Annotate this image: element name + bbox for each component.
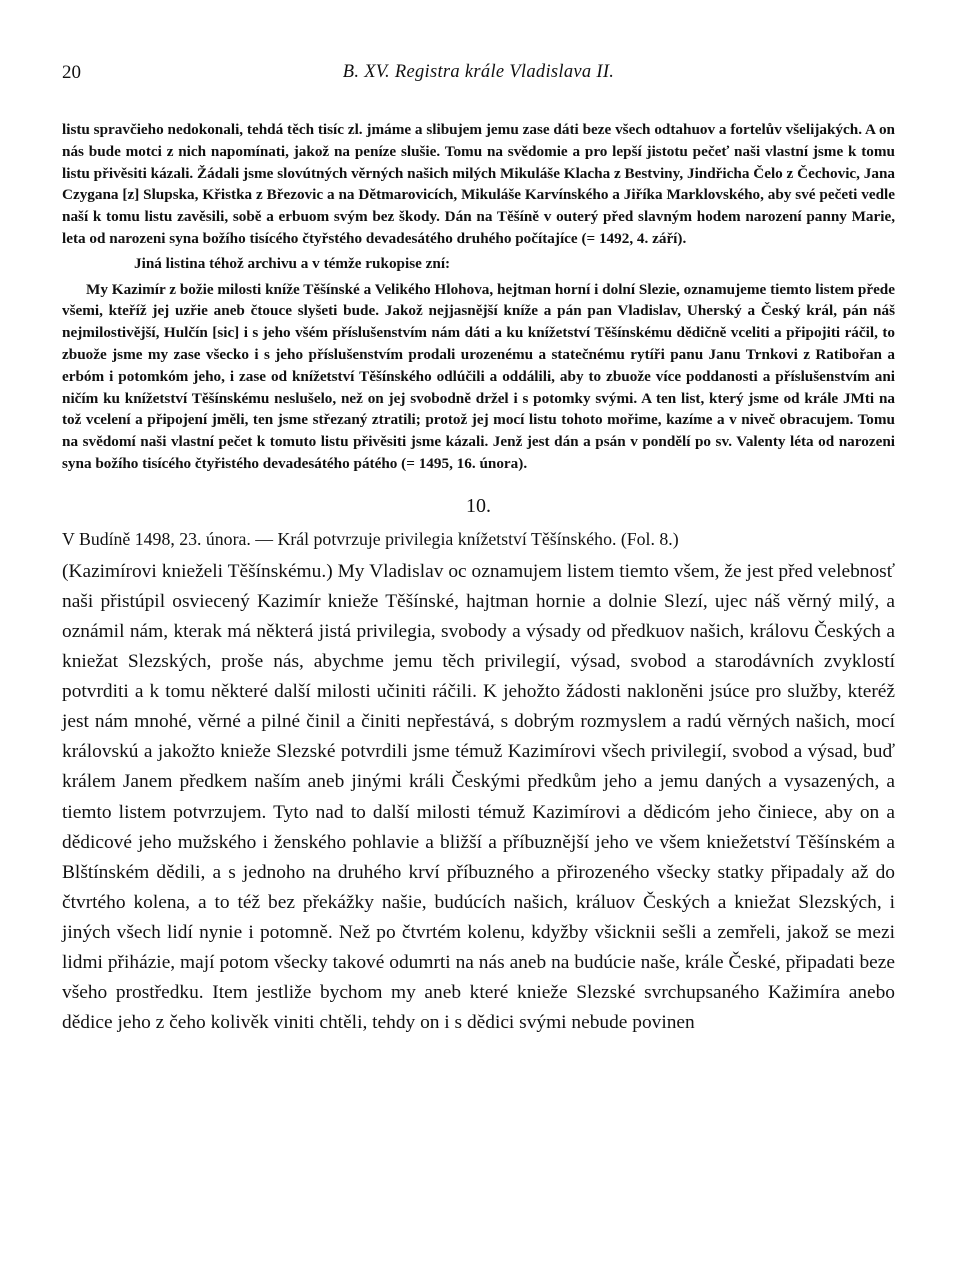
document-number: 10. xyxy=(466,494,491,517)
quoted-charter-text: My Kazimír z božie milosti kníže Těšínské a Velikého Hlohova, hejtman horní i dolní Slezie, oznamujeme tiemto listem přede všemi, kteříž jej uzřie aneb čtouce slyšeti bude. Jakož nejjasnější kníže a pán pan Vladislav, Uherský a Český král, pán náš nejmilostivější, Hulčín [sic] i s jeho všém příslušenstvím nám dáti a ku knížetství Těšínskému dědičně vceliti a připojiti ráčil, to zbuože jsme my zase všecko i s jeho příslušenstvím prodali urozenému a statečnému rytíři panu Janu Trnkovi z Ratibořan a erbóm i potomkóm jeho, i zase od knížetství Těšínského odlúčili a oddálili, aby to zbuože více poddanosti a příslušenstvím ani ničím ku knížetství Těšínskému neslušelo, než on jej svobodně držel i s potomky svými. A ten list, který jsme od krále JMti na tož vcelení a připojení jměli, ten jsme střezaný ztratili; protož jej mocí listu tohoto mořime, kazíme a v niveč obracujem. Tomu na svědomí naši vlastní pečet k tomuto listu přivěsiti jsme kázali. Jenž jest dán a psán v pondělí po sv. Valenty léta od narozeni syna božího tisícého čtyřistého devadesátého pátého (= 1495, 16. února). xyxy=(62,280,895,472)
document-page xyxy=(62,58,895,1038)
previous-document-ending xyxy=(62,119,895,250)
intro-line: Jiná listina téhož archivu a v témže rukopise zní: xyxy=(134,254,451,272)
page-header xyxy=(62,58,895,94)
running-title: B. XV. Registra krále Vladislava II. xyxy=(342,62,615,82)
previous-document-text: listu spravčieho nedokonali, tehdá těch tisíc zl. jmáme a slibujem jemu zase dáti beze všech odtahuov a fortelův všelijakých. A on nás bude motci z nich napomínati, jakož na peníze slušie. Tomu na svědomie a pro lepší jistotu pečeť naši vlastní jsme k tomu listu přivěsiti kázali. Žádali jsme slovútných věrných našich milých Mikuláše Klacha z Bestviny, Jindřicha Čelo z Čechovic, Jana Czygana [z] Slupska, Křistka z Březovic a na Dětmarovicích, Mikuláše Karvínského a Jiříka Marklovského, aby své pečeti vedle naší k tomu listu zavěsili, sobě a erbuom svým bez škody. Dán na Těšíně v outerý před slavným hodem narození panny Marie, leta od narozeni syna božího tisícého čtyřstého devadesátého druhého počítajíce (= 1492, 4. září). xyxy=(62,121,895,247)
quoted-charter xyxy=(62,279,895,475)
document-summary: V Budíně 1498, 23. února. — Král potvrzuje privilegia knížetství Těšínského. (Fol. 8.) xyxy=(62,528,679,549)
page-number: 20 xyxy=(62,62,81,83)
document-body: (Kazimírovi knieželi Těšínskému.) My Vladislav oc oznamujem listem tiemto všem, že jest před velebnosť naši přistúpil osviecený Kazimír knieže Těšínské, hajtman hornie a dolnie Slezí, ujec náš věrný milý, a oznámil nám, kterak má některá jistá privilegia, svobody a výsady od předkuov našich, královu Českých a kniežat Slezských, proše nás, abychme jemu těch privilegií, výsad, svobod a starodávních zvyklostí potvrditi a k tomu některé další milosti učiniti ráčili. K jehožto žádosti nakloněni jsúce pro služby, kteréž jest nám mnohé, věrné a pilné činil a činiti nepřestává, s dobrým rozmyslem a radú věrných našich, mocí královskú a jakožto knieže Slezské potvrdili jsme témuž Kazimírovi všech privilegií, svobod a výsad, buď králem Janem předkem naším aneb jinými králi Českými předkům jeho a jemu daných a vysazených, a tiemto listem potvrzujem. Tyto nad to další milosti témuž Kazimírovi a dědicóm jeho činiece, aby on a dědicové jeho mužského i ženského pohlavie a bližší a příbuznější jeho ve všem kniežetství Těšínském a Blštínském dědili, a s jednoho na druhého krví příbuzného a přirozeného všecky statky připadaly až do čtvrtého kolena, a to též bez překážky našie, budúcích našich, králuov Českých a kniežat Slezských, i jiných všech lidí nynie i potomně. Než po čtvrtém kolenu, kdyžby všicknii sešli a zemřeli, jakož se mezi lidmi přiházie, mají potom všecky takové odumrti na nás aneb na budúcie naše, krále České, připadati beze všeho prostředku. Item jestliže bychom my aneb které knieže Slezské svrchupsaného Kažimíra anebo dědice jeho z čeho kolivěk viniti chtěli, tehdy on i s dědici svými nebude povinen xyxy=(62,560,895,1034)
